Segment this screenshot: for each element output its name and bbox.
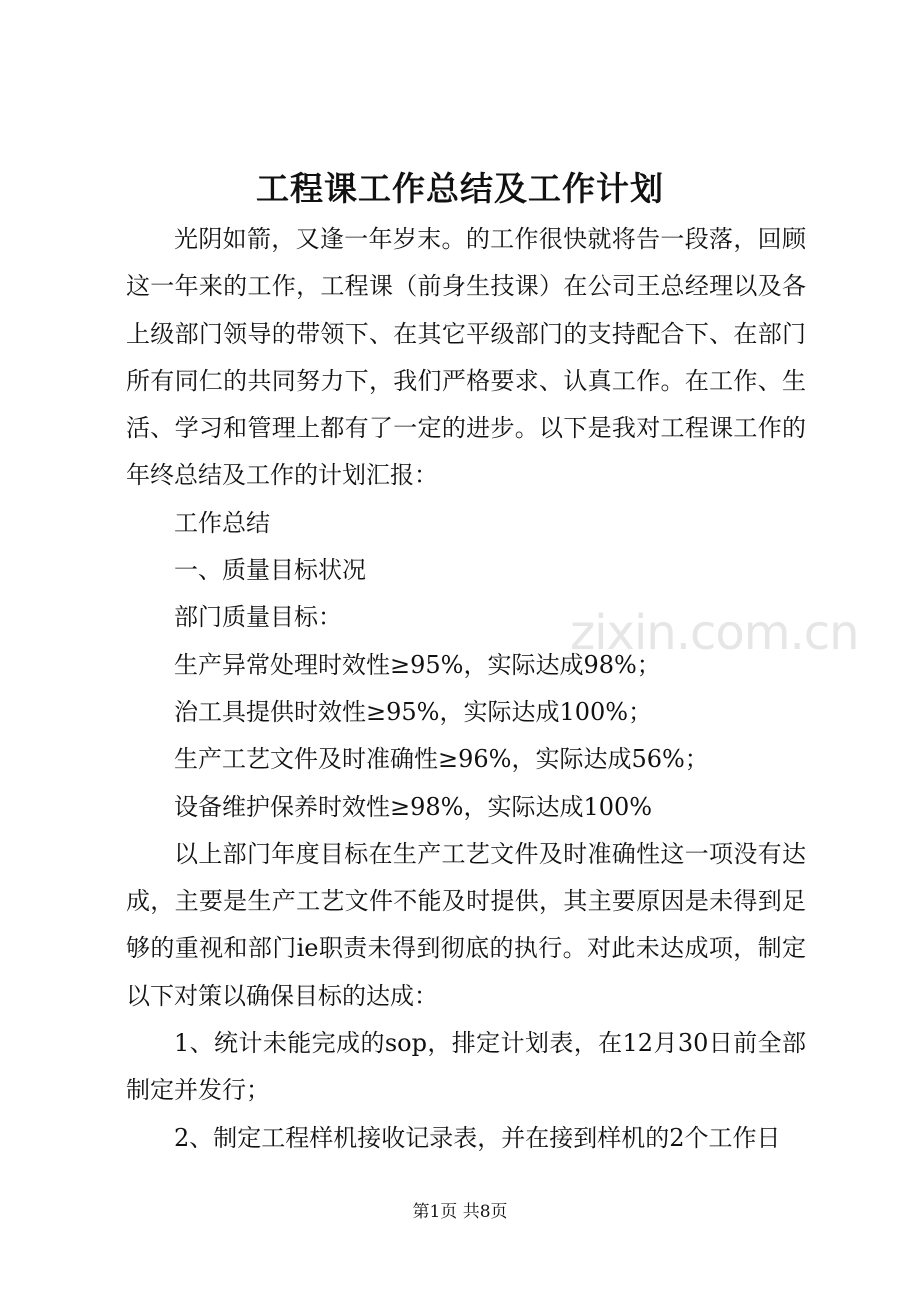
document-title: 工程课工作总结及工作计划 (256, 169, 664, 208)
page-footer: 第1页 共8页 (412, 1202, 508, 1222)
section-heading-work-summary: 工作总结 (174, 508, 270, 537)
countermeasure-item: 1、统计未能完成的sop，排定计划表，在12月30日前全部制定并发行； (126, 1029, 806, 1105)
quality-goals-label: 部门质量目标： (174, 603, 342, 632)
document-body (126, 216, 806, 1162)
goal-item: 生产异常处理时效性≥95%，实际达成98%； (174, 650, 661, 679)
intro-paragraph: 光阴如箭，又逢一年岁末。的工作很快就将告一段落，回顾这一年来的工作，工程课（前身生技课）在公司王总经理以及各上级部门领导的带领下、在其它平级部门的支持配合下、在部门所有同仁的共同努力下，我们严格要求、认真工作。在工作、生活、学习和管理上都有了一定的进步。以下是我对工程课工作的年终总结及工作的计划汇报： (126, 225, 806, 490)
goal-item: 治工具提供时效性≥95%，实际达成100%； (174, 697, 653, 726)
analysis-paragraph: 以上部门年度目标在生产工艺文件及时准确性这一项没有达成，主要是生产工艺文件不能及时提供，其主要原因是未得到足够的重视和部门ie职责未得到彻底的执行。对此未达成项，制定以下对策以确保目标的达成： (126, 839, 806, 1010)
countermeasure-item: 2、制定工程样机接收记录表，并在接到样机的2个工作日 (174, 1123, 781, 1152)
section-heading-quality-goals: 一、质量目标状况 (174, 556, 366, 585)
goal-item: 设备维护保养时效性≥98%，实际达成100% (174, 792, 653, 821)
watermark-logo: zixin.com.cn (570, 605, 859, 661)
goal-item: 生产工艺文件及时准确性≥96%，实际达成56%； (174, 745, 709, 774)
